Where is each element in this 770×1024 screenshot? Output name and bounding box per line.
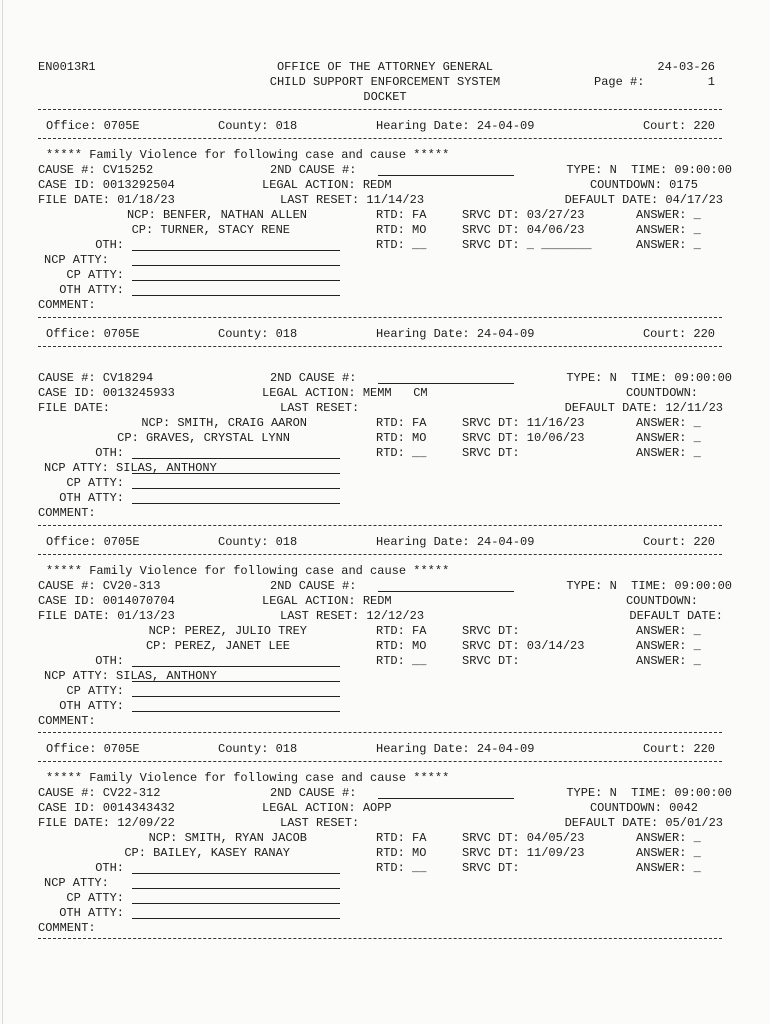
oth-name-blank xyxy=(132,666,340,667)
oth-name-blank xyxy=(132,458,340,459)
oth-service-date: SRVC DT: xyxy=(462,861,520,875)
cp-service-date: SRVC DT: 04/06/23 xyxy=(462,223,585,237)
page-number: 1 xyxy=(707,75,715,89)
comment: COMMENT: xyxy=(38,298,96,312)
ncp-rtd: RTD: FA xyxy=(376,624,427,638)
file-date: FILE DATE: 01/18/23 xyxy=(38,193,175,207)
comment: COMMENT: xyxy=(38,921,96,935)
oth-name: OTH: xyxy=(95,446,124,460)
cp-service-date: SRVC DT: 03/14/23 xyxy=(462,639,585,653)
last-reset: LAST RESET: xyxy=(280,401,360,415)
ncp-attorney: NCP ATTY: SILAS, ANTHONY xyxy=(44,461,217,475)
cp-rtd: RTD: MO xyxy=(376,223,427,237)
hearing-date: Hearing Date: 24-04-09 xyxy=(376,742,535,756)
second-cause-blank xyxy=(378,591,514,592)
cp-answer: ANSWER: _ xyxy=(636,639,701,653)
oth-attorney-blank xyxy=(132,503,340,504)
second-cause-blank xyxy=(378,383,514,384)
ncp-attorney-blank xyxy=(132,265,340,266)
ncp-name: NCP: SMITH, RYAN JACOB xyxy=(148,831,307,845)
ncp-answer: ANSWER: _ xyxy=(636,831,701,845)
cp-attorney-blank xyxy=(132,280,340,281)
default-date: DEFAULT DATE: 12/11/23 xyxy=(564,401,723,415)
ncp-service-date: SRVC DT: 11/16/23 xyxy=(462,416,585,430)
cp-answer: ANSWER: _ xyxy=(636,223,701,237)
ncp-answer: ANSWER: _ xyxy=(636,208,701,222)
last-reset: LAST RESET: 12/12/23 xyxy=(280,609,425,623)
report-id: EN0013R1 xyxy=(38,60,96,74)
section-header-divider xyxy=(38,761,722,762)
ncp-answer: ANSWER: _ xyxy=(636,416,701,430)
ncp-service-date: SRVC DT: 04/05/23 xyxy=(462,831,585,845)
report-title-line2: CHILD SUPPORT ENFORCEMENT SYSTEM xyxy=(269,75,501,89)
office-code: Office: 0705E xyxy=(46,119,140,133)
legal-action: LEGAL ACTION: MEMM CM xyxy=(262,386,428,400)
section-top-divider xyxy=(38,317,722,318)
file-date: FILE DATE: 12/09/22 xyxy=(38,816,175,830)
hearing-date: Hearing Date: 24-04-09 xyxy=(376,327,535,341)
type-and-time: TYPE: N TIME: 09:00:00 xyxy=(566,579,732,593)
oth-answer: ANSWER: _ xyxy=(636,861,701,875)
oth-name: OTH: xyxy=(95,654,124,668)
countdown: COUNTDOWN: 0175 xyxy=(589,178,698,192)
cp-service-date: SRVC DT: 10/06/23 xyxy=(462,431,585,445)
second-cause-number: 2ND CAUSE #: xyxy=(270,163,357,177)
second-cause-blank xyxy=(378,798,514,799)
ncp-attorney: NCP ATTY: xyxy=(44,253,109,267)
oth-attorney-blank xyxy=(132,711,340,712)
hearing-date: Hearing Date: 24-04-09 xyxy=(376,535,535,549)
file-date: FILE DATE: 01/13/23 xyxy=(38,609,175,623)
oth-service-date: SRVC DT: xyxy=(462,654,520,668)
cp-service-date: SRVC DT: 11/09/23 xyxy=(462,846,585,860)
county-code: County: 018 xyxy=(218,742,298,756)
oth-attorney-blank xyxy=(132,918,340,919)
ncp-answer: ANSWER: _ xyxy=(636,624,701,638)
case-id: CASE ID: 0014343432 xyxy=(38,801,175,815)
type-and-time: TYPE: N TIME: 09:00:00 xyxy=(566,163,732,177)
report-date: 24-03-26 xyxy=(657,60,715,74)
court-number: Court: 220 xyxy=(642,535,715,549)
report-title-line3: DOCKET xyxy=(363,90,407,104)
cp-rtd: RTD: MO xyxy=(376,431,427,445)
office-code: Office: 0705E xyxy=(46,535,140,549)
ncp-attorney-blank xyxy=(132,473,340,474)
oth-name-blank xyxy=(132,873,340,874)
ncp-attorney-blank xyxy=(132,681,340,682)
countdown: COUNTDOWN: 0042 xyxy=(589,801,698,815)
default-date: DEFAULT DATE: xyxy=(629,609,723,623)
cause-number: CAUSE #: CV22-312 xyxy=(38,786,161,800)
cp-attorney-blank xyxy=(132,903,340,904)
comment: COMMENT: xyxy=(38,714,96,728)
oth-rtd: RTD: __ xyxy=(376,238,427,252)
oth-attorney: OTH ATTY: xyxy=(59,283,124,297)
oth-attorney: OTH ATTY: xyxy=(59,699,124,713)
office-code: Office: 0705E xyxy=(46,327,140,341)
county-code: County: 018 xyxy=(218,119,298,133)
case-id: CASE ID: 0013292504 xyxy=(38,178,175,192)
cp-attorney-blank xyxy=(132,488,340,489)
ncp-rtd: RTD: FA xyxy=(376,831,427,845)
cp-name: CP: PEREZ, JANET LEE xyxy=(145,639,290,653)
hearing-date: Hearing Date: 24-04-09 xyxy=(376,119,535,133)
section-header-divider xyxy=(38,138,722,139)
office-code: Office: 0705E xyxy=(46,742,140,756)
cp-attorney-blank xyxy=(132,696,340,697)
second-cause-number: 2ND CAUSE #: xyxy=(270,371,357,385)
legal-action: LEGAL ACTION: AOPP xyxy=(262,801,392,815)
section-top-divider xyxy=(38,525,722,526)
section-header-divider xyxy=(38,346,722,347)
cause-number: CAUSE #: CV18294 xyxy=(38,371,154,385)
oth-answer: ANSWER: _ xyxy=(636,654,701,668)
family-violence-notice: ***** Family Violence for following case and cause ***** xyxy=(46,564,450,578)
oth-attorney-blank xyxy=(132,295,340,296)
ncp-service-date: SRVC DT: xyxy=(462,624,520,638)
oth-name: OTH: xyxy=(95,861,124,875)
second-cause-number: 2ND CAUSE #: xyxy=(270,579,357,593)
default-date: DEFAULT DATE: 04/17/23 xyxy=(564,193,723,207)
cp-attorney: CP ATTY: xyxy=(66,476,124,490)
legal-action: LEGAL ACTION: REDM xyxy=(262,178,392,192)
ncp-service-date: SRVC DT: 03/27/23 xyxy=(462,208,585,222)
ncp-rtd: RTD: FA xyxy=(376,208,427,222)
oth-attorney: OTH ATTY: xyxy=(59,906,124,920)
cause-number: CAUSE #: CV15252 xyxy=(38,163,154,177)
type-and-time: TYPE: N TIME: 09:00:00 xyxy=(566,371,732,385)
comment: COMMENT: xyxy=(38,506,96,520)
oth-answer: ANSWER: _ xyxy=(636,238,701,252)
ncp-attorney: NCP ATTY: SILAS, ANTHONY xyxy=(44,669,217,683)
cp-answer: ANSWER: _ xyxy=(636,846,701,860)
last-reset: LAST RESET: xyxy=(280,816,360,830)
family-violence-notice: ***** Family Violence for following case and cause ***** xyxy=(46,771,450,785)
oth-rtd: RTD: __ xyxy=(376,446,427,460)
report-title-line1: OFFICE OF THE ATTORNEY GENERAL xyxy=(276,60,494,74)
second-cause-blank xyxy=(378,175,514,176)
family-violence-notice: ***** Family Violence for following case and cause ***** xyxy=(46,148,450,162)
cp-name: CP: GRAVES, CRYSTAL LYNN xyxy=(117,431,290,445)
oth-service-date: SRVC DT: xyxy=(462,446,520,460)
oth-service-date: SRVC DT: _ _______ xyxy=(462,238,592,252)
cp-attorney: CP ATTY: xyxy=(66,268,124,282)
case-id: CASE ID: 0014070704 xyxy=(38,594,175,608)
cp-rtd: RTD: MO xyxy=(376,639,427,653)
ncp-name: NCP: BENFER, NATHAN ALLEN xyxy=(126,208,307,222)
section-header-divider xyxy=(38,554,722,555)
type-and-time: TYPE: N TIME: 09:00:00 xyxy=(566,786,732,800)
countdown: COUNTDOWN: xyxy=(625,386,698,400)
page-bottom-divider xyxy=(38,938,722,939)
countdown: COUNTDOWN: xyxy=(625,594,698,608)
file-date: FILE DATE: xyxy=(38,401,111,415)
ncp-rtd: RTD: FA xyxy=(376,416,427,430)
oth-answer: ANSWER: _ xyxy=(636,446,701,460)
oth-rtd: RTD: __ xyxy=(376,654,427,668)
cp-name: CP: BAILEY, KASEY RANAY xyxy=(124,846,290,860)
cp-attorney: CP ATTY: xyxy=(66,684,124,698)
section-top-divider xyxy=(38,732,722,733)
county-code: County: 018 xyxy=(218,535,298,549)
cp-answer: ANSWER: _ xyxy=(636,431,701,445)
ncp-name: NCP: SMITH, CRAIG AARON xyxy=(141,416,307,430)
oth-rtd: RTD: __ xyxy=(376,861,427,875)
case-id: CASE ID: 0013245933 xyxy=(38,386,175,400)
cause-number: CAUSE #: CV20-313 xyxy=(38,579,161,593)
cp-attorney: CP ATTY: xyxy=(66,891,124,905)
second-cause-number: 2ND CAUSE #: xyxy=(270,786,357,800)
legal-action: LEGAL ACTION: REDM xyxy=(262,594,392,608)
ncp-attorney-blank xyxy=(132,888,340,889)
page-label: Page #: xyxy=(594,75,645,89)
oth-attorney: OTH ATTY: xyxy=(59,491,124,505)
ncp-attorney: NCP ATTY: xyxy=(44,876,109,890)
cp-name: CP: TURNER, STACY RENE xyxy=(131,223,290,237)
county-code: County: 018 xyxy=(218,327,298,341)
court-number: Court: 220 xyxy=(642,327,715,341)
last-reset: LAST RESET: 11/14/23 xyxy=(280,193,425,207)
court-number: Court: 220 xyxy=(642,742,715,756)
ncp-name: NCP: PEREZ, JULIO TREY xyxy=(148,624,307,638)
court-number: Court: 220 xyxy=(642,119,715,133)
cp-rtd: RTD: MO xyxy=(376,846,427,860)
oth-name-blank xyxy=(132,250,340,251)
default-date: DEFAULT DATE: 05/01/23 xyxy=(564,816,723,830)
section-top-divider xyxy=(38,109,722,110)
oth-name: OTH: xyxy=(95,238,124,252)
